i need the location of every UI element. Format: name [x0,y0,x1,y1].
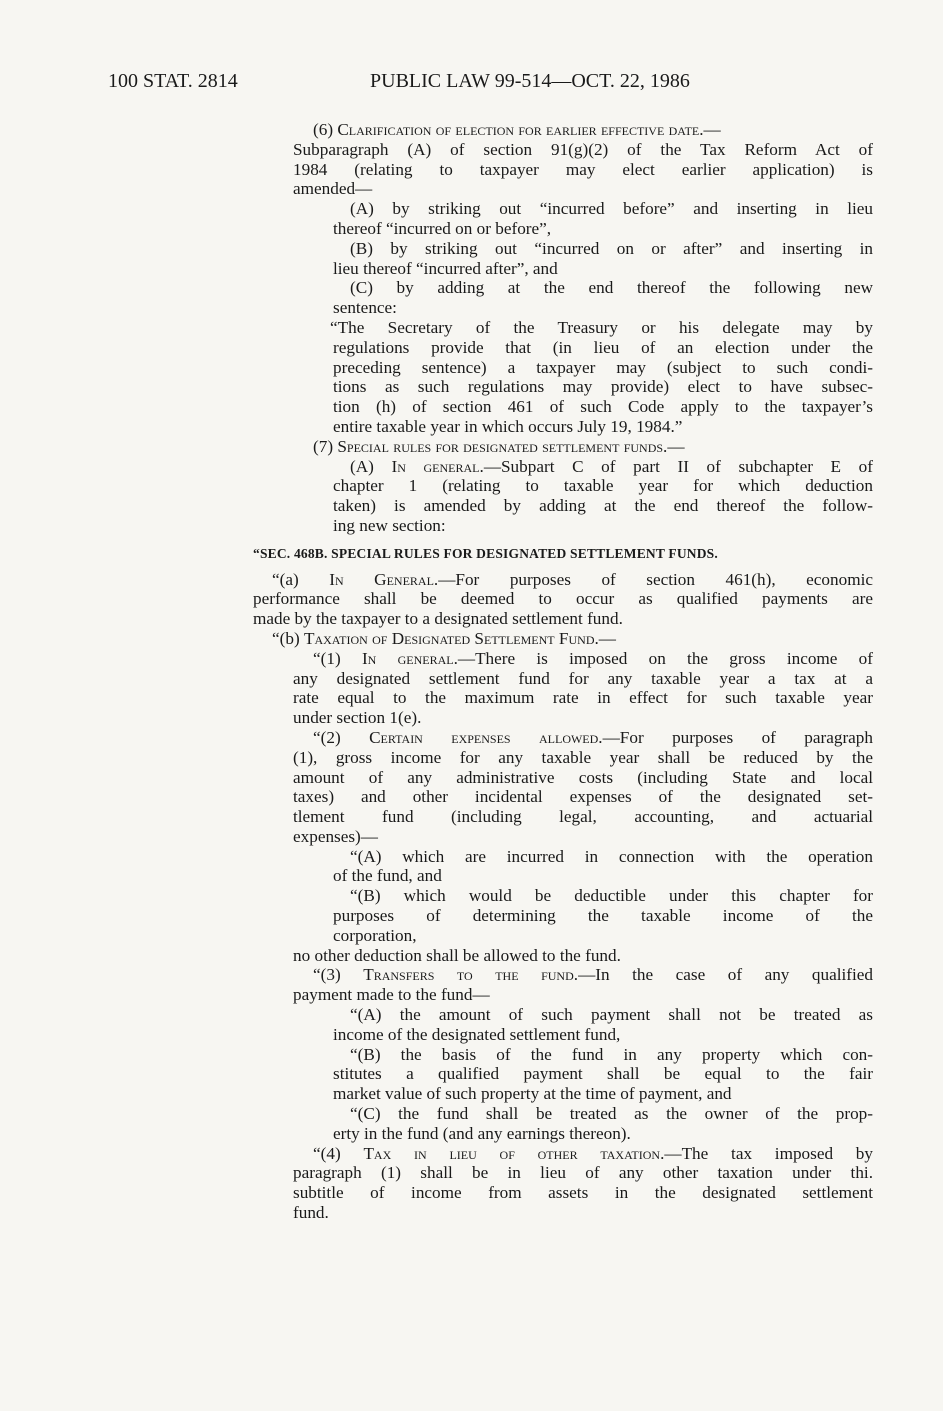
subsection-b-3-B [0,1045,943,1104]
text-line: expenses)— [293,826,378,846]
paragraph-6: (6) Clarification of election for earlier effective date.— Subparagraph (A) of section 91(g)(2) of the Tax Reform Act of 1984 (relating to taxpayer may elect earlier application) is amended— [293,120,873,199]
paragraph-7-A: (A) In general.—Subpart C of part II of subchapter E of chapter 1 (relating to taxable year for which deduction taken) is amended by adding at the end thereof the follow- ing new section: [333,456,873,535]
subsection-b-3-C [0,1104,943,1144]
subsection-b-4: “(4) Tax in lieu of other taxation.—The tax imposed by paragraph (1) shall be in lieu of any other taxation under thi. subtitle of income from assets in the designated settlement fund. [293,1143,873,1223]
text-line: any designated settlement fund for any taxable year a tax at a [293,668,873,688]
page-header [108,70,868,98]
text-line: “(B) the basis of the fund in any property which con- [350,1044,873,1064]
text-line: under section 1(e). [293,708,422,728]
document-body [0,120,943,1223]
text-line: (1), gross income for any taxable year shall be reduced by the [293,747,873,767]
text-line: tion (h) of section 461 of such Code apply to the taxpayer’s [333,397,873,417]
text-line: ing new section: [333,515,446,535]
paragraph-6-C [0,278,943,318]
subsection-b-1: “(1) In general.—There is imposed on the gross income of any designated settlement fund for any taxable year a tax at a rate equal to the maximum rate in effect for such taxable year under section 1(e). [293,648,873,728]
paragraph-7-A-caption: In general. [391,456,484,476]
text-line: erty in the fund (and any earnings thereon). [333,1123,631,1143]
text-line: taxes) and other incidental expenses of the designated set- [293,787,873,807]
text-line: “(A) the amount of such payment shall not be treated as [350,1005,873,1025]
text-line: paragraph (1) shall be in lieu of any other taxation under thi. [293,1163,873,1183]
text-line: rate equal to the maximum rate in effect for such taxable year [293,688,873,708]
paragraph-7-caption: Special rules for designated settlement funds. [337,436,668,456]
text-line: (A) by striking out “incurred before” and inserting in lieu [350,199,873,219]
subsection-b-2-A [0,847,943,887]
text-line: corporation, [333,925,417,945]
text-line: “(B) which would be deductible under this chapter for [350,886,873,906]
text-line: amended— [293,179,373,199]
text-line: thereof “incurred on or before”, [333,218,552,238]
text-line: income of the designated settlement fund, [333,1024,621,1044]
paragraph-6-caption: Clarification of election for earlier effective date. [337,120,704,139]
subsection-b-4-caption: Tax in lieu of other taxation. [363,1143,665,1163]
subsection-b-3-caption: Transfers to the fund. [363,965,579,985]
text-line: market value of such property at the time of payment, and [333,1084,732,1104]
paragraph-6-A [0,199,943,239]
subsection-b-3-A [0,1005,943,1045]
text-line: payment made to the fund— [293,985,490,1005]
text-line: sentence: [333,298,397,318]
text-line: 1984 (relating to taxpayer may elect earlier application) is [293,159,873,179]
subsection-b-3: “(3) Transfers to the fund.—In the case of any qualified payment made to the fund— [293,965,873,1005]
text-line: made by the taxpayer to a designated settlement fund. [253,609,623,629]
subsection-b-2-B [0,886,943,945]
text-line: regulations provide that (in lieu of an election under the [333,337,873,357]
subsection-b-1-caption: In general. [361,648,458,668]
paragraph-6-B [0,239,943,279]
text-line: (C) by adding at the end thereof the following new [350,278,873,298]
statute-citation: 100 STAT. 2814 [108,70,238,92]
text-line: fund. [293,1203,329,1223]
text-line: (B) by striking out “incurred on or after” and inserting in [350,238,873,258]
text-line: tions as such regulations may provide) elect to have subsec- [333,377,873,397]
text-line: entire taxable year in which occurs July 19, 1984.” [333,416,683,436]
subsection-b-2-caption: Certain expenses allowed. [369,727,603,747]
subsection-b: “(b) Taxation of Designated Settlement Fund.— [272,628,616,648]
public-law-title: PUBLIC LAW 99-514—OCT. 22, 1986 [370,70,690,92]
text-line: purposes of determining the taxable income of the [333,906,873,926]
text-line: “(A) which are incurred in connection with the operation [350,846,873,866]
text-line: “The Secretary of the Treasury or his delegate may by [330,317,873,337]
subsection-b-2-tail: no other deduction shall be allowed to the fund. [293,945,621,965]
subsection-b-2: “(2) Certain expenses allowed.—For purposes of paragraph (1), gross income for any taxable year shall be reduced by the amount of any administrative costs (including State and local taxes) and other incidental expenses of the designated set- tlement fund (including legal, accounting, and actuarial expenses)— [293,727,873,846]
text-line: “(C) the fund shall be treated as the owner of the prop- [350,1104,873,1124]
quoted-sentence [0,318,943,437]
section-heading: “SEC. 468B. SPECIAL RULES FOR DESIGNATED SETTLEMENT FUNDS. [253,545,718,561]
text-line: performance shall be deemed to occur as qualified payments are [253,589,873,609]
text-line: of the fund, and [333,866,442,886]
text-line: stitutes a qualified payment shall be equal to the fair [333,1064,873,1084]
text-line: lieu thereof “incurred after”, and [333,258,558,278]
text-line: Subparagraph (A) of section 91(g)(2) of the Tax Reform Act of [293,139,873,159]
paragraph-7: (7) Special rules for designated settlement funds.— [313,436,685,456]
subsection-b-caption: Taxation of Designated Settlement Fund. [303,628,599,648]
subsection-a: “(a) In General.—For purposes of section 461(h), economic performance shall be deemed to occur as qualified payments are made by the taxpayer to a designated settlement fund. [253,569,873,629]
text-line: taken) is amended by adding at the end thereof the follow- [333,496,873,516]
text-line: chapter 1 (relating to taxable year for which deduction [333,476,873,496]
text-line: amount of any administrative costs (including State and local [293,767,873,787]
subsection-a-caption: In General. [329,569,439,589]
text-line: subtitle of income from assets in the designated settlement [293,1183,873,1203]
text-line: tlement fund (including legal, accounting, and actuarial [293,807,873,827]
text-line: preceding sentence) a taxpayer may (subject to such condi- [333,357,873,377]
